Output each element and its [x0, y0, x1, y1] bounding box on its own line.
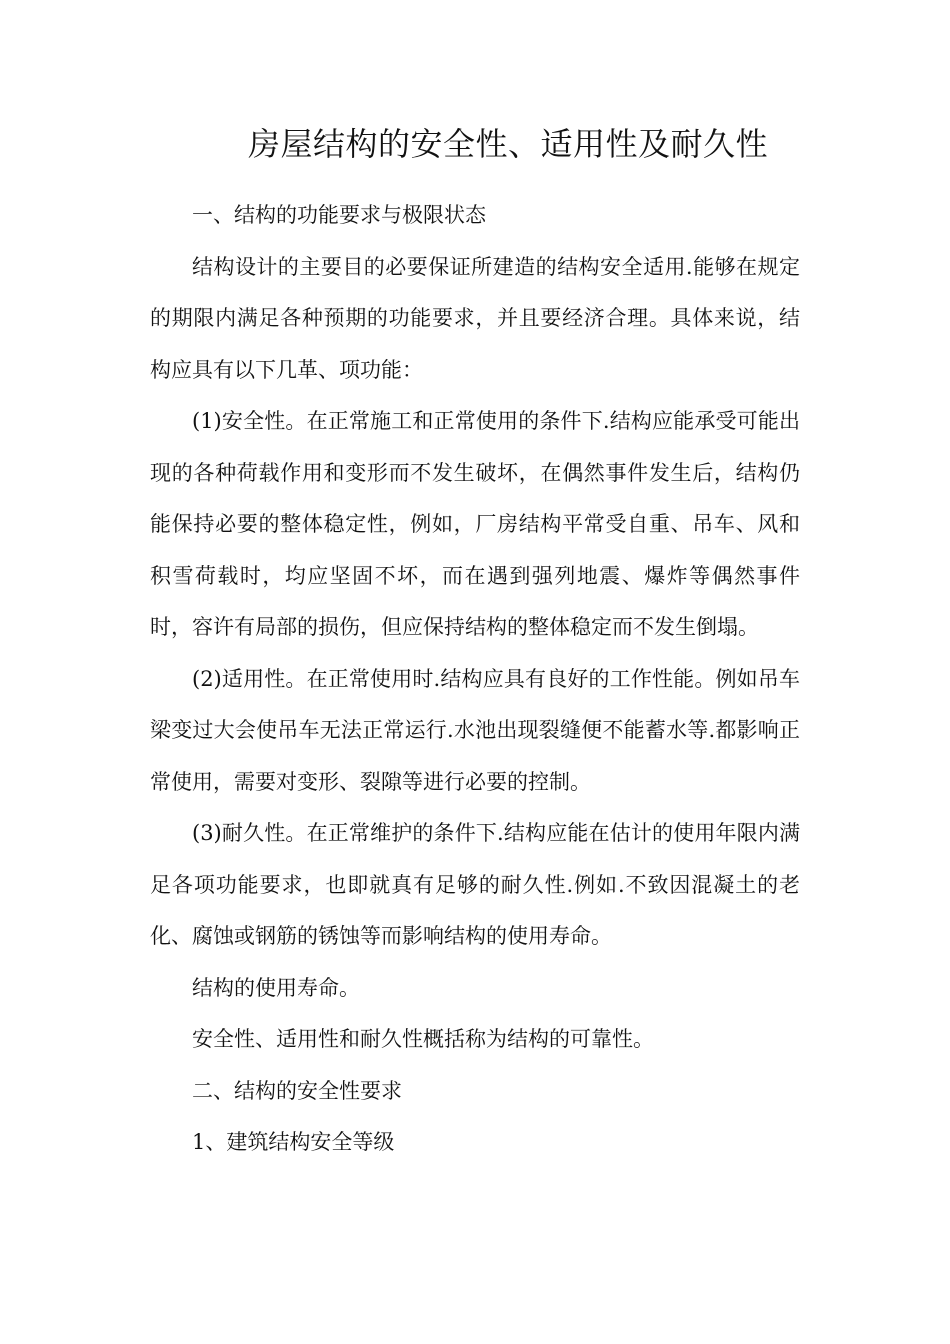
paragraph-reliability: 安全性、适用性和耐久性概括称为结构的可靠性。	[192, 1027, 654, 1051]
paragraph-service-life: 结构的使用寿命。	[192, 975, 360, 1000]
paragraph-safety: (1)安全性。在正常施工和正常使用的条件下.结构应能承受可能出现的各种荷载作用和变形而不发生破坏，在偶然事件发生后，结构仍能保持必要的整体稳定性，例如，厂房结构平常受自重、吊车、风和积雪荷载时，均应坚固不坏，而在遇到强列地震、爆炸等偶然事件时，容许有局部的损伤，但应保持结构的整体稳定而不发生倒塌。	[150, 409, 800, 639]
section-heading-safety-requirements: 二、结构的安全性要求	[192, 1078, 402, 1103]
paragraph-applicability: (2)适用性。在正常使用时.结构应具有良好的工作性能。例如吊车梁变过大会使吊车无法正常运行.水池出现裂缝便不能蓄水等.都影响正常使用，需要对变形、裂隙等进行必要的控制。	[150, 666, 800, 794]
document-title: 房屋结构的安全性、适用性及耐久性	[247, 125, 768, 163]
section-heading-functional-requirements: 一、结构的功能要求与极限状态	[192, 203, 486, 227]
document-body	[150, 190, 800, 1169]
paragraph-durability: (3)耐久性。在正常维护的条件下.结构应能在估计的使用年限内满足各项功能要求，也即就真有足够的耐久性.例如.不致因混凝土的老化、腐蚀或钢筋的锈蚀等而影响结构的使用寿命。	[150, 821, 800, 948]
paragraph-design-purpose: 结构设计的主要目的必要保证所建造的结构安全适用.能够在规定的期限内满足各种预期的功能要求，并且要经济合理。具体来说，结构应具有以下几革、项功能：	[150, 254, 800, 382]
subsection-heading-safety-grade: 1、建筑结构安全等级	[192, 1130, 395, 1154]
